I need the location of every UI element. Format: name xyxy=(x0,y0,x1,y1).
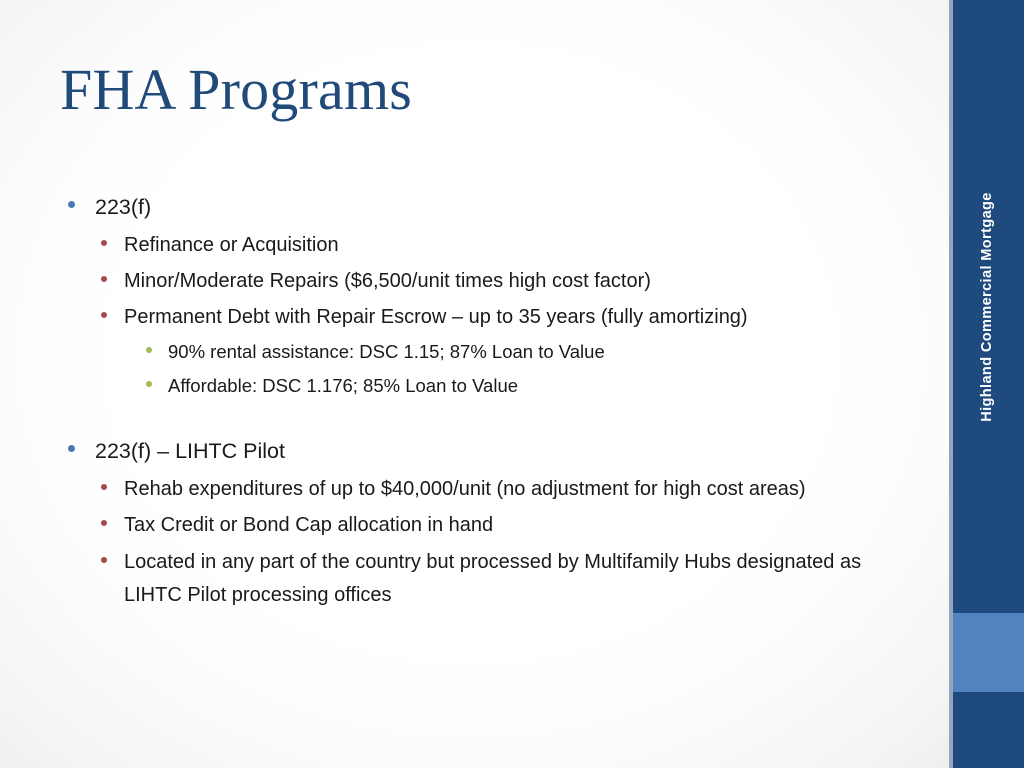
bullet-dot-icon xyxy=(101,240,107,246)
bullet-dot-icon xyxy=(101,484,107,490)
page-title: FHA Programs xyxy=(60,57,413,122)
company-name-label: Highland Commercial Mortgage xyxy=(978,191,995,422)
list-item xyxy=(60,229,890,262)
list-item xyxy=(60,337,890,368)
list-item xyxy=(60,371,890,402)
bullet-text: Rehab expenditures of up to $40,000/unit (no adjustment for high cost areas) xyxy=(124,478,806,501)
bullet-text: 90% rental assistance: DSC 1.15; 87% Loan to Value xyxy=(168,341,605,363)
sidebar-branding xyxy=(949,0,1024,613)
bullet-dot-icon xyxy=(68,445,75,452)
bullet-dot-icon xyxy=(146,381,152,387)
list-item xyxy=(60,509,890,542)
bullet-text: Affordable: DSC 1.176; 85% Loan to Value xyxy=(168,374,519,396)
list-item xyxy=(60,434,890,469)
bullet-dot-icon xyxy=(101,276,107,282)
bullet-dot-icon xyxy=(146,347,152,353)
bullet-text: Minor/Moderate Repairs ($6,500/unit times high cost factor) xyxy=(124,270,651,293)
list-item xyxy=(60,265,890,298)
bullet-text: 223(f) – LIHTC Pilot xyxy=(95,439,285,464)
list-item xyxy=(60,190,890,225)
bullet-text: Located in any part of the country but processed by Multifamily Hubs designated as LIHTC Pilot processing offices xyxy=(124,550,862,606)
list-item xyxy=(60,301,890,334)
bullet-text: Refinance or Acquisition xyxy=(124,233,339,256)
bullet-text: Tax Credit or Bond Cap allocation in hand xyxy=(124,514,494,537)
sidebar-accent-block xyxy=(953,613,1024,692)
bullet-text: Permanent Debt with Repair Escrow – up to 35 years (fully amortizing) xyxy=(124,306,748,329)
list-item xyxy=(60,473,890,506)
group-spacer xyxy=(60,404,890,434)
bullet-dot-icon xyxy=(101,312,107,318)
bullet-text: 223(f) xyxy=(95,195,152,219)
content-placeholder xyxy=(60,190,890,615)
bullet-dot-icon xyxy=(101,520,107,526)
title-placeholder xyxy=(60,58,880,122)
bullet-dot-icon xyxy=(68,201,75,208)
list-item xyxy=(60,546,890,612)
bullet-dot-icon xyxy=(101,557,107,563)
